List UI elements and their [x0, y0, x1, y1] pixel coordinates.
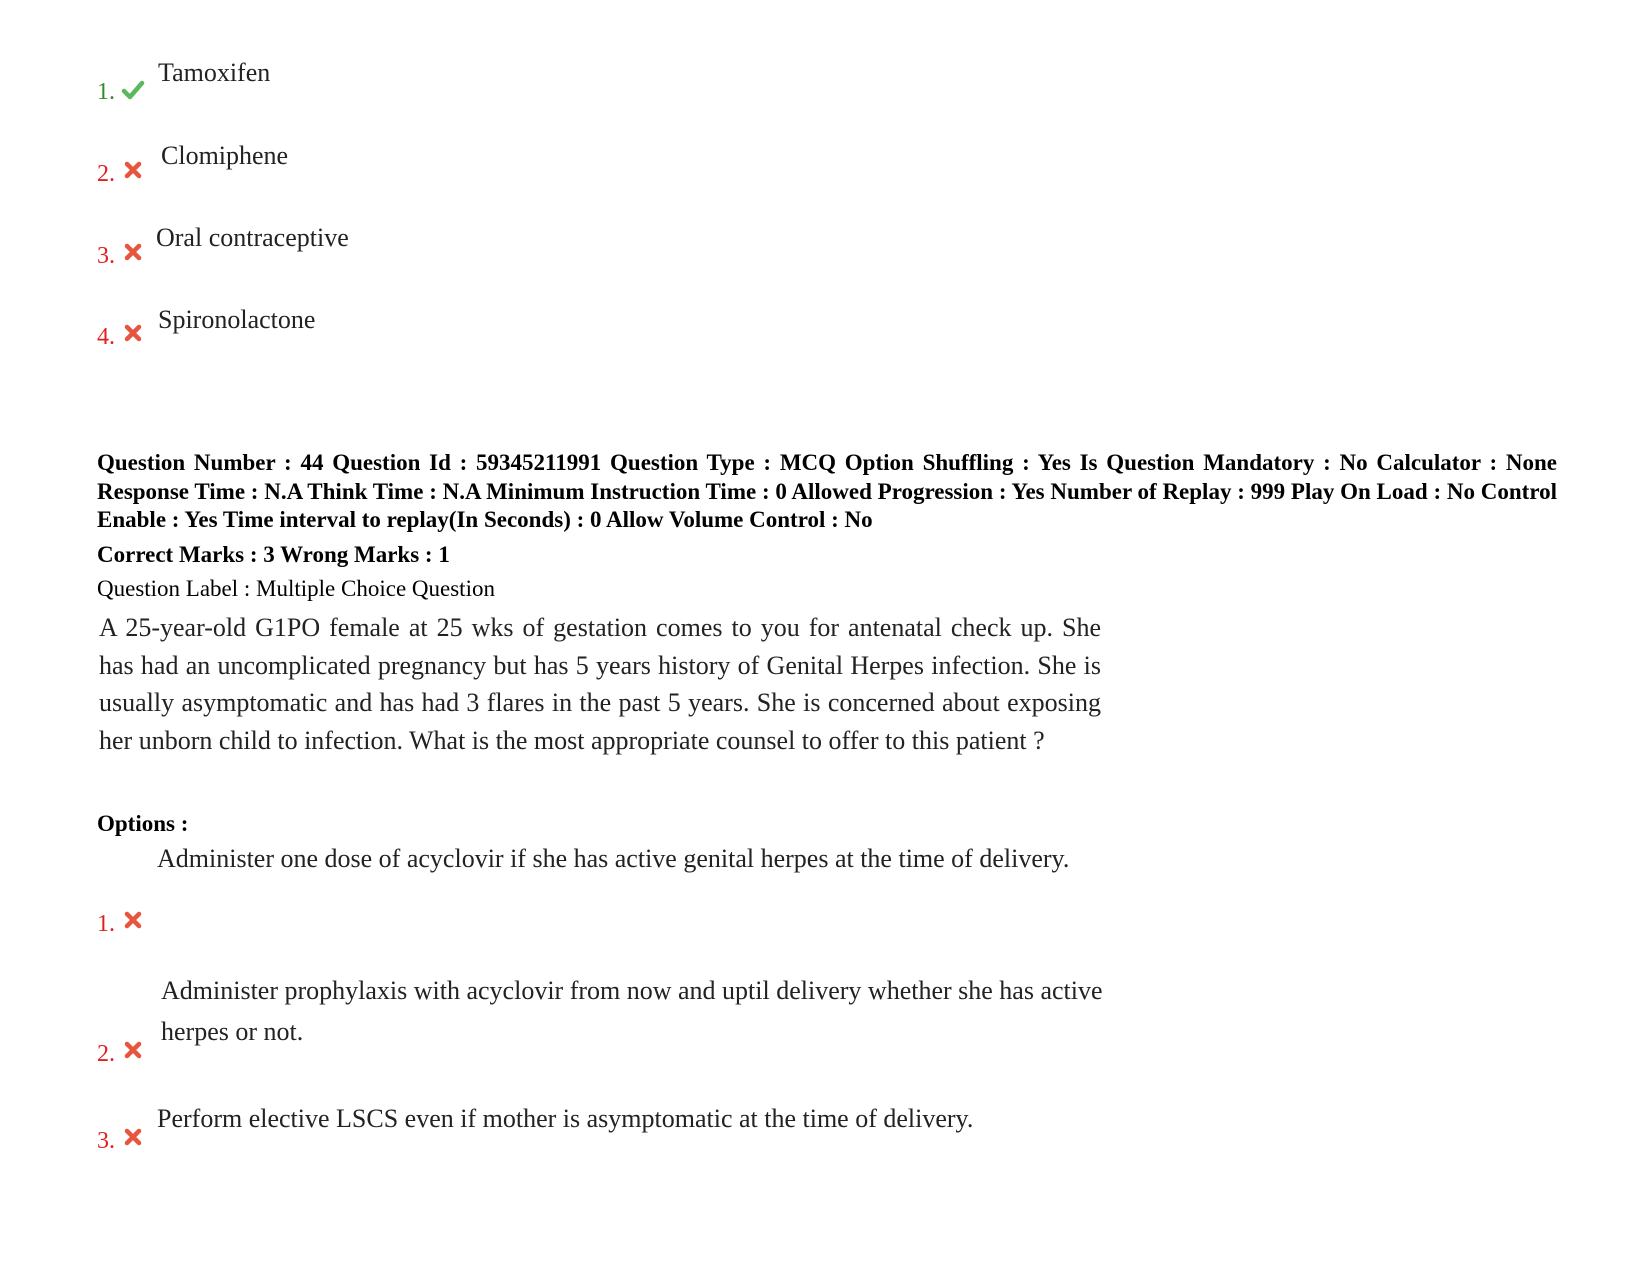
option-text: Tamoxifen: [158, 58, 271, 87]
prev-option-1: [97, 58, 1197, 108]
cross-icon: [121, 1125, 145, 1149]
option-number: 2.: [97, 161, 115, 187]
option-number: 1.: [97, 911, 115, 937]
cross-icon: [121, 321, 145, 345]
option-text: Administer prophylaxis with acyclovir from now and uptil delivery whether she has active herpes or not.: [161, 976, 1103, 1046]
option-text: Oral contraceptive: [156, 223, 349, 252]
option-number: 3.: [97, 1128, 115, 1154]
cross-icon: [121, 240, 145, 264]
option-text: Perform elective LSCS even if mother is asymptomatic at the time of delivery.: [157, 1104, 974, 1133]
option-number: 1.: [97, 79, 115, 105]
option-number: 4.: [97, 324, 115, 350]
option-1: [97, 840, 1197, 940]
cross-icon: [121, 158, 145, 182]
question-marks: Correct Marks : 3 Wrong Marks : 1: [97, 542, 450, 567]
option-3: [97, 1100, 1197, 1160]
prev-option-2: [97, 140, 1197, 190]
cross-icon: [121, 908, 145, 932]
option-number: 2.: [97, 1041, 115, 1067]
cross-icon: [121, 1038, 145, 1062]
check-icon: [121, 78, 145, 102]
prev-option-4: [97, 303, 1197, 353]
option-text: Administer one dose of acyclovir if she has active genital herpes at the time of delivery.: [157, 844, 1070, 873]
option-text: Clomiphene: [161, 141, 289, 170]
question-meta: Question Number : 44 Question Id : 59345211991 Question Type : MCQ Option Shuffling : Yes Is Question Mandatory : No Calculator : None Response Time : N.A Think Time : N.A Minimum Instruction Time : 0 Allowed Progression : Yes Number of Replay : 999 Play On Load : No Control Enable : Yes Time interval to replay(In Seconds) : 0 Allow Volume Control : No: [97, 450, 1557, 532]
prev-option-3: [97, 222, 1197, 272]
question-text: A 25-year-old G1PO female at 25 wks of gestation comes to you for antenatal check up. She has had an uncomplicated pregnancy but has 5 years history of Genital Herpes infection. She is usually asymptomatic and has had 3 flares in the past 5 years. She is concerned about exposing her unborn child to infection. What is the most appropriate counsel to offer to this patient ?: [99, 613, 1101, 755]
options-heading: Options :: [97, 811, 189, 836]
option-2: [97, 975, 1197, 1075]
option-number: 3.: [97, 243, 115, 269]
question-label: Question Label : Multiple Choice Question: [97, 576, 495, 601]
option-text: Spironolactone: [158, 305, 316, 334]
